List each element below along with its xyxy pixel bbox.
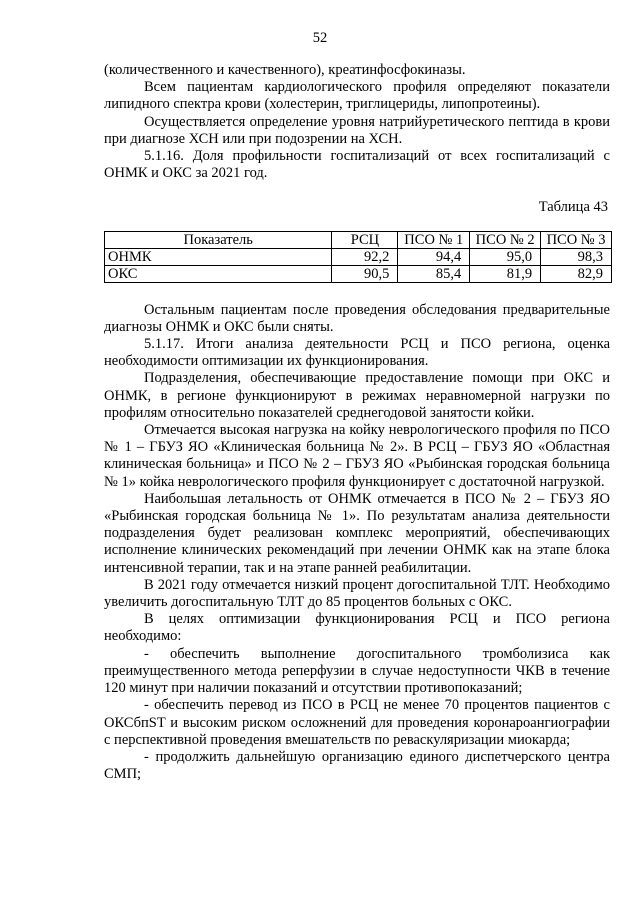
table-row <box>105 248 612 265</box>
cell-value: 98,3 <box>541 248 612 265</box>
cell-value: 94,4 <box>398 248 470 265</box>
cell-value: 85,4 <box>398 265 470 282</box>
cell-value: 81,9 <box>470 265 541 282</box>
paragraph: Подразделения, обеспечивающие предоставление помощи при ОКС и ОНМК, в регионе функционируют в режимах неравномерной нагрузки по профилям относительно показателей среднегодовой занятости койки. <box>104 370 610 421</box>
paragraph: Наибольшая летальность от ОНМК отмечается в ПСО № 2 – ГБУЗ ЯО «Рыбинская городская больница № 1». По результатам анализа деятельности подразделения будет реализован комплекс мероприятий, обеспечивающих исполнение клинических рекомендаций при лечении ОНМК как на этапе блока интенсивной терапии, так и на этапе ранней реабилитации. <box>104 490 610 576</box>
document-body <box>104 62 610 783</box>
header-rsc: РСЦ <box>332 231 398 248</box>
cell-value: 82,9 <box>541 265 612 282</box>
data-table <box>104 231 612 283</box>
paragraph: Всем пациентам кардиологического профиля определяют показатели липидного спектра крови (холестерин, триглицериды, липопротеины). <box>104 79 610 113</box>
paragraph: 5.1.17. Итоги анализа деятельности РСЦ и ПСО региона, оценка необходимости оптимизации их функционирования. <box>104 336 610 370</box>
paragraph: В целях оптимизации функционирования РСЦ и ПСО региона необходимо: <box>104 611 610 645</box>
header-pso-3: ПСО № 3 <box>541 231 612 248</box>
row-label: ОКС <box>105 265 332 282</box>
table-header-row <box>105 231 612 248</box>
header-pso-2: ПСО № 2 <box>470 231 541 248</box>
header-indicator: Показатель <box>105 231 332 248</box>
paragraphs-before <box>104 62 610 182</box>
table-row <box>105 265 612 282</box>
table-caption: Таблица 43 <box>538 199 608 216</box>
paragraph: В 2021 году отмечается низкий процент догоспитальной ТЛТ. Необходимо увеличить догоспитальную ТЛТ до 85 процентов больных с ОКС. <box>104 576 610 611</box>
header-pso-1: ПСО № 1 <box>398 231 470 248</box>
cell-value: 90,5 <box>332 265 398 282</box>
paragraph: - продолжить дальнейшую организацию единого диспетчерского центра СМП; <box>104 748 610 783</box>
page-number: 52 <box>312 30 328 46</box>
paragraph: - обеспечить перевод из ПСО в РСЦ не менее 70 процентов пациентов с ОКСбпST и высоким риском осложнений для проведения коронароангиографии с перспективной проведения вмешательств по реваскуляризации миокарда; <box>104 697 610 748</box>
cell-value: 92,2 <box>332 248 398 265</box>
paragraph: (количественного и качественного), креатинфосфокиназы. <box>104 62 466 78</box>
paragraph: Отмечается высокая нагрузка на койку неврологического профиля по ПСО № 1 – ГБУЗ ЯО «Клиническая больница № 2». В РСЦ – ГБУЗ ЯО «Областная клиническая больница» и ПСО № 2 – ГБУЗ ЯО «Рыбинская городская больница № 1» койка неврологического профиля функционирует с достаточной нагрузкой. <box>104 422 610 490</box>
cell-value: 95,0 <box>470 248 541 265</box>
paragraph: - обеспечить выполнение догоспитального тромболизиса как преимущественного метода реперфузии в случае недоступности ЧКВ в течение 120 минут при наличии показаний и отсутствии противопоказаний; <box>104 645 610 697</box>
paragraph: Осуществляется определение уровня натрийуретического пептида в крови при диагнозе ХСН или при подозрении на ХСН. <box>104 113 610 147</box>
paragraphs-after <box>104 302 610 784</box>
row-label: ОНМК <box>105 248 332 265</box>
paragraph: 5.1.16. Доля профильности госпитализаций от всех госпитализаций с ОНМК и ОКС за 2021 год. <box>104 148 610 182</box>
paragraph: Остальным пациентам после проведения обследования предварительные диагнозы ОНМК и ОКС были сняты. <box>104 301 610 335</box>
